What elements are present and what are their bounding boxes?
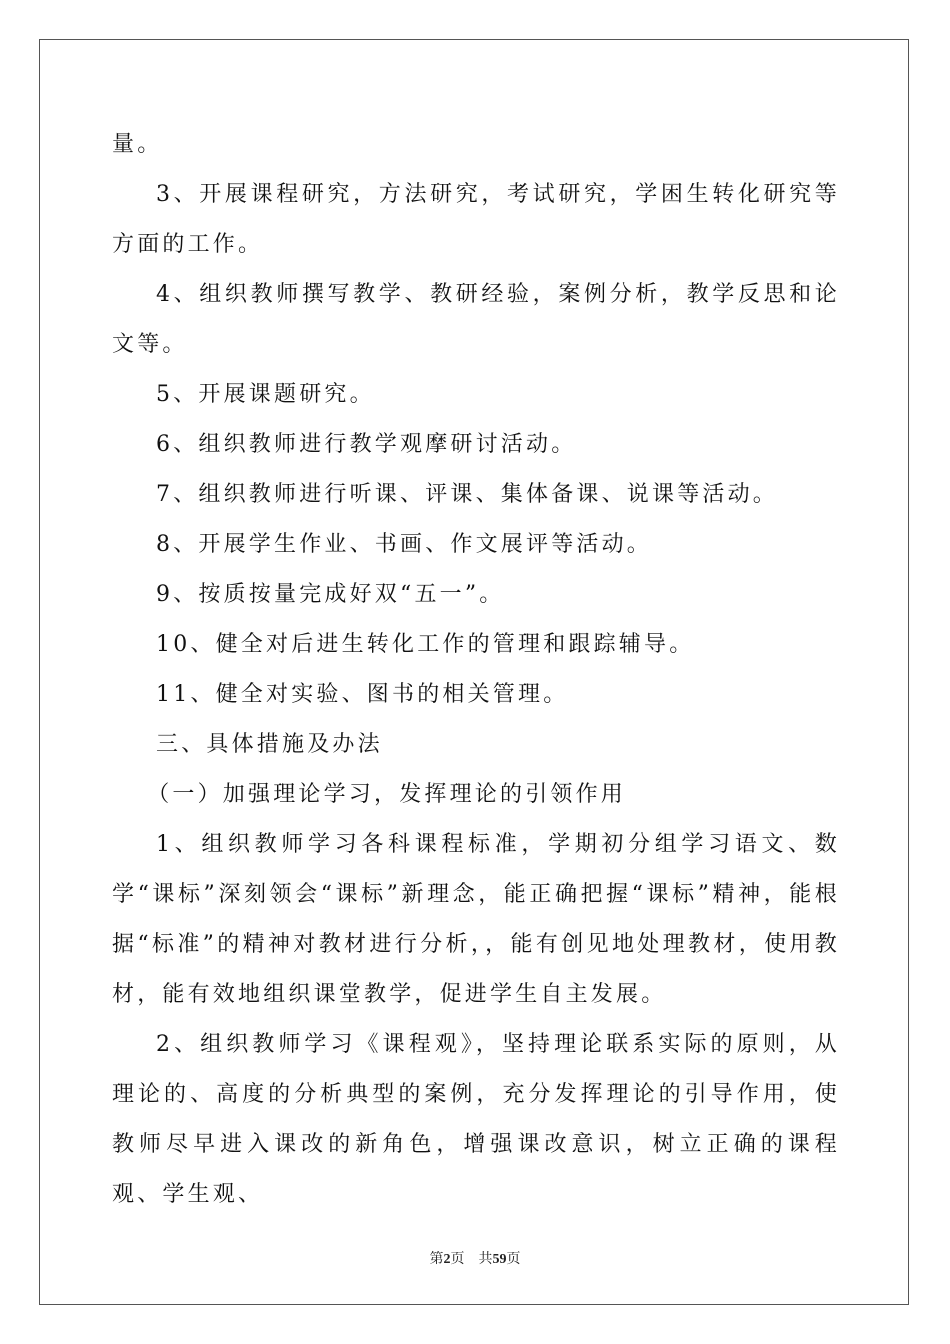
paragraph-item-7: 7、组织教师进行听课、评课、集体备课、说课等活动。 <box>156 482 778 507</box>
total-prefix: 共 <box>478 1251 493 1267</box>
subsection-heading: （一）加强理论学习，发挥理论的引领作用 <box>147 782 626 807</box>
total-pages: 59 <box>492 1252 507 1267</box>
paragraph-item-3: 3、开展课程研究，方法研究，考试研究，学困生转化研究等方面的工作。 <box>112 182 840 257</box>
paragraph-item-11: 11、健全对实验、图书的相关管理。 <box>156 682 569 707</box>
paragraph-item-4: 4、组织教师撰写教学、教研经验，案例分析，教学反思和论文等。 <box>112 282 840 357</box>
paragraph-continuation: 量。 <box>112 132 163 157</box>
paragraph-measure-2: 2、组织教师学习《课程观》，坚持理论联系实际的原则，从理论的、高度的分析典型的案例，充分发挥理论的引导作用，使教师尽早进入课改的新角色，增强课改意识，树立正确的课程观、学生观、 <box>112 1032 840 1207</box>
page-footer <box>0 1248 950 1268</box>
section-heading: 三、具体措施及办法 <box>156 732 383 757</box>
paragraph-item-10: 10、健全对后进生转化工作的管理和跟踪辅导。 <box>156 632 695 657</box>
document-body <box>112 120 840 1220</box>
paragraph-item-5: 5、开展课题研究。 <box>156 382 375 407</box>
paragraph-item-6: 6、组织教师进行教学观摩研讨活动。 <box>156 432 577 457</box>
page-prefix: 第 <box>429 1251 444 1267</box>
paragraph-item-9: 9、按质按量完成好双“五一”。 <box>156 582 505 607</box>
paragraph-item-8: 8、开展学生作业、书画、作文展评等活动。 <box>156 532 652 557</box>
page-number: 2 <box>443 1252 451 1267</box>
page-suffix: 页 <box>450 1251 465 1267</box>
total-suffix: 页 <box>506 1251 521 1267</box>
paragraph-measure-1: 1、组织教师学习各科课程标准，学期初分组学习语文、数学“课标”深刻领会“课标”新理念，能正确把握“课标”精神，能根据“标准”的精神对教材进行分析，，能有创见地处理教材，使用教材，能有效地组织课堂教学，促进学生自主发展。 <box>112 832 840 1007</box>
